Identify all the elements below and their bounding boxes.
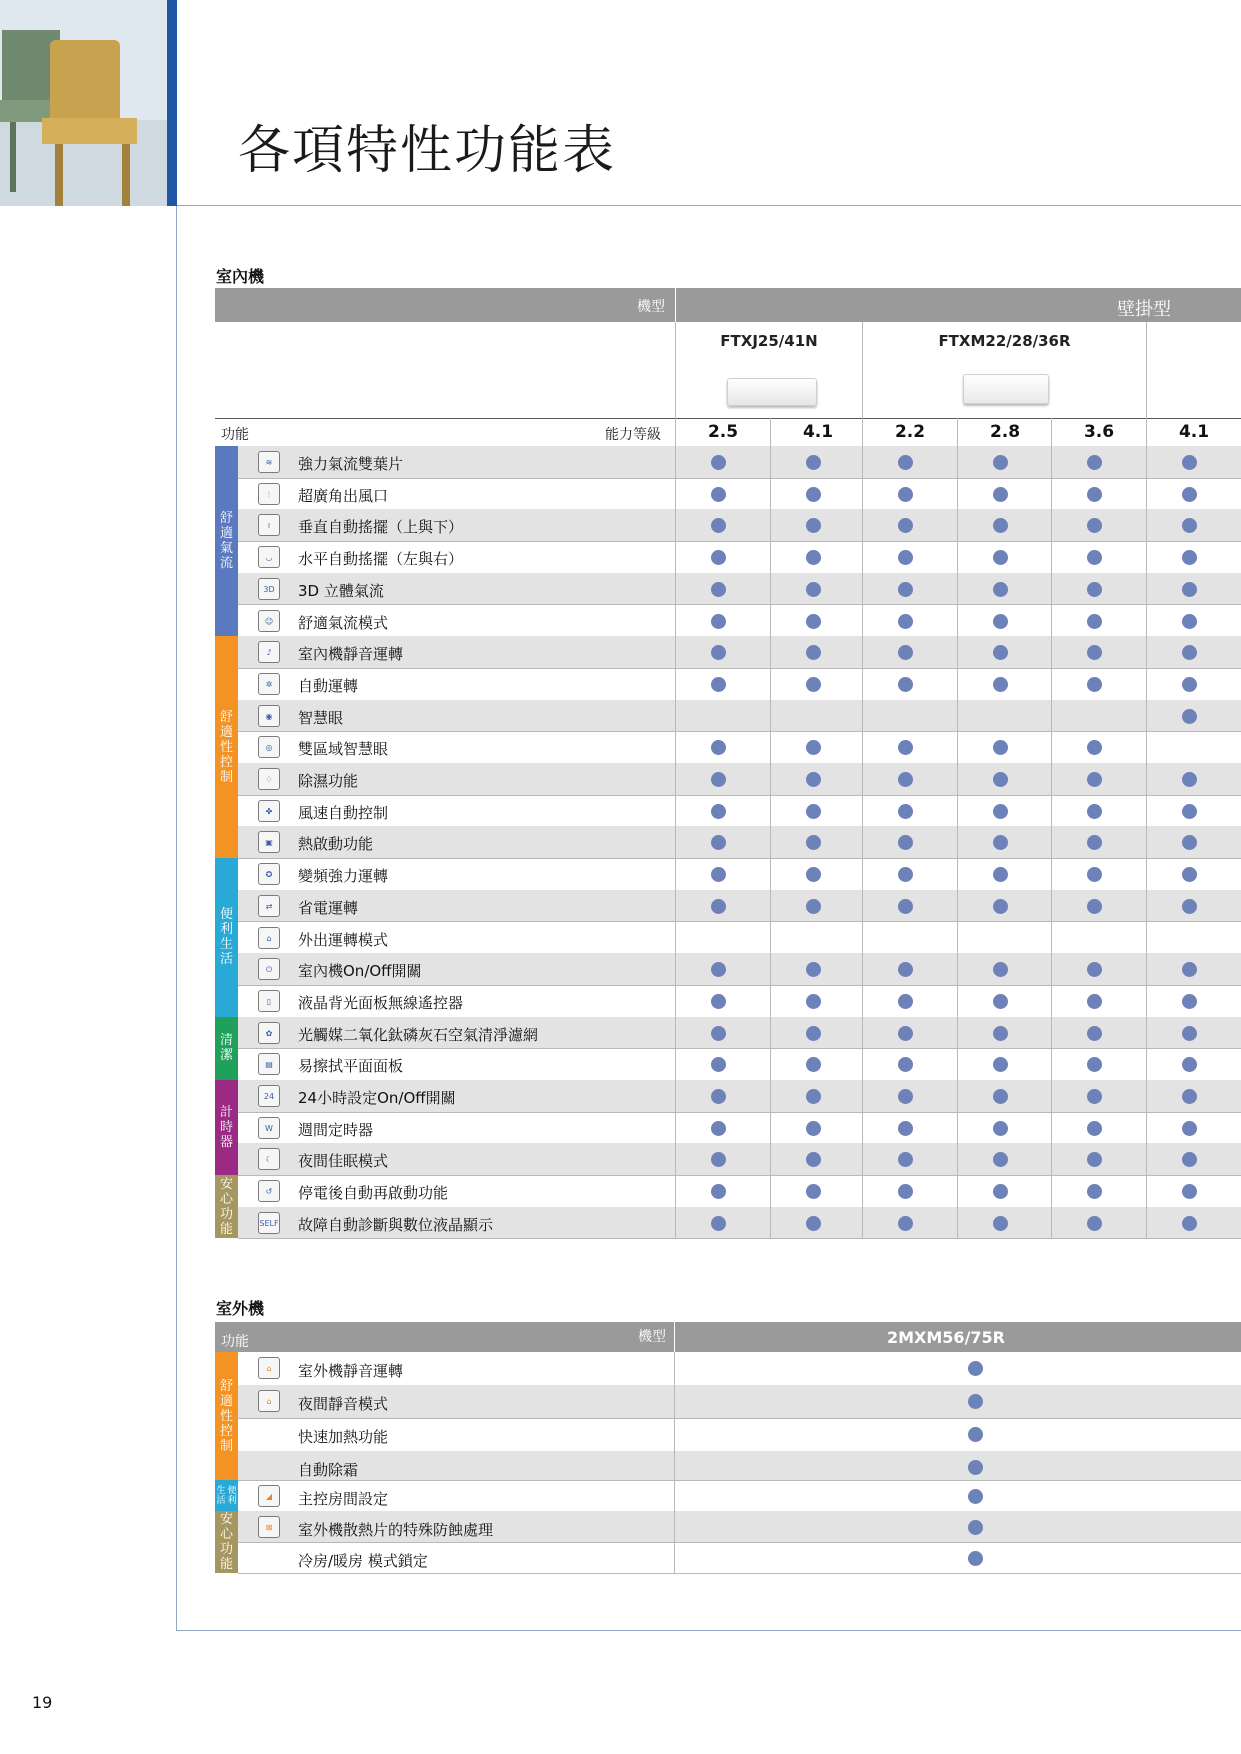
feature-dot bbox=[1182, 582, 1197, 597]
table-row bbox=[238, 1418, 1241, 1452]
feature-dot bbox=[898, 1026, 913, 1041]
feature-dot bbox=[1087, 677, 1102, 692]
table-row bbox=[238, 1385, 1241, 1419]
feature-name: 超廣角出風口 bbox=[298, 486, 389, 505]
feature-name: 冷房/暖房 模式鎖定 bbox=[298, 1552, 428, 1570]
table-row bbox=[238, 922, 1241, 955]
feature-dot bbox=[993, 804, 1008, 819]
capacity-value: 4.1 bbox=[802, 422, 834, 442]
feature-dot bbox=[1182, 677, 1197, 692]
feature-dot bbox=[993, 1216, 1008, 1231]
feature-name: 自動除霜 bbox=[298, 1461, 359, 1479]
feature-dot bbox=[1087, 487, 1102, 502]
horizontal-swing-icon: ◡ bbox=[258, 546, 280, 568]
feature-name: 變頻強力運轉 bbox=[298, 867, 389, 886]
ftxj-unit-image bbox=[727, 378, 817, 406]
feature-dot bbox=[968, 1460, 983, 1475]
feature-dot bbox=[898, 550, 913, 565]
feature-dot bbox=[806, 1089, 821, 1104]
feature-dot bbox=[806, 677, 821, 692]
feature-name: 主控房間設定 bbox=[298, 1490, 389, 1508]
intelligent-eye-icon: ◉ bbox=[258, 705, 280, 727]
feature-dot bbox=[1087, 899, 1102, 914]
remote-control-icon: ▯ bbox=[258, 990, 280, 1012]
feature-dot bbox=[1087, 772, 1102, 787]
feature-name: 故障自動診斷與數位液晶顯示 bbox=[298, 1215, 494, 1234]
feature-dot bbox=[898, 1216, 913, 1231]
two-area-eye-icon: ◎ bbox=[258, 736, 280, 758]
indoor-model-label: 機型 bbox=[637, 299, 665, 315]
feature-name: 垂直自動搖擺（上與下） bbox=[298, 518, 464, 537]
col-sep bbox=[1146, 418, 1147, 446]
page-title: 各項特性功能表 bbox=[238, 121, 617, 181]
feature-dot bbox=[711, 1026, 726, 1041]
capacity-value: 2.2 bbox=[894, 422, 926, 442]
feature-dot bbox=[806, 867, 821, 882]
indoor-switch-icon: ⏻ bbox=[258, 958, 280, 980]
filter-icon: ✿ bbox=[258, 1022, 280, 1044]
feature-dot bbox=[993, 1089, 1008, 1104]
chairs-illustration bbox=[0, 0, 167, 206]
feature-dot bbox=[1182, 804, 1197, 819]
feature-dot bbox=[898, 614, 913, 629]
night-quiet-icon: ⌂ bbox=[258, 1390, 280, 1412]
feature-name: 舒適氣流模式 bbox=[298, 613, 389, 632]
col-sep bbox=[675, 418, 676, 446]
home-leave-icon: ⌂ bbox=[258, 927, 280, 949]
feature-dot bbox=[711, 899, 726, 914]
feature-dot bbox=[898, 899, 913, 914]
bottom-rule bbox=[176, 1630, 1241, 1631]
feature-dot bbox=[898, 772, 913, 787]
auto-operation-icon: ✲ bbox=[258, 673, 280, 695]
feature-dot bbox=[711, 455, 726, 470]
feature-dot bbox=[806, 1216, 821, 1231]
feature-dot bbox=[711, 1216, 726, 1231]
feature-dot bbox=[993, 867, 1008, 882]
night-mode-icon: ☾ bbox=[258, 1148, 280, 1170]
auto-fan-icon: ✤ bbox=[258, 800, 280, 822]
feature-dot bbox=[968, 1427, 983, 1442]
col-sep bbox=[862, 446, 863, 1239]
feature-dot bbox=[1182, 1089, 1197, 1104]
model-ftxm: FTXM22/28/36R bbox=[938, 332, 1071, 350]
econo-icon: ⇄ bbox=[258, 895, 280, 917]
feature-dot bbox=[711, 804, 726, 819]
feature-name: 3D 立體氣流 bbox=[298, 581, 384, 600]
table-row bbox=[238, 1451, 1241, 1481]
feature-dot bbox=[898, 1121, 913, 1136]
indoor-model-header bbox=[215, 288, 675, 322]
dry-icon: ♢ bbox=[258, 768, 280, 790]
feature-name: 雙區域智慧眼 bbox=[298, 740, 389, 759]
feature-dot bbox=[968, 1520, 983, 1535]
feature-dot bbox=[968, 1361, 983, 1376]
feature-name: 夜間靜音模式 bbox=[298, 1395, 389, 1413]
feature-dot bbox=[993, 614, 1008, 629]
feature-dot bbox=[1087, 994, 1102, 1009]
feature-dot bbox=[1182, 1121, 1197, 1136]
feature-dot bbox=[711, 487, 726, 502]
feature-dot bbox=[1087, 1216, 1102, 1231]
col-sep bbox=[770, 418, 771, 446]
func-label: 功能 bbox=[221, 427, 249, 443]
col-sep bbox=[1146, 322, 1147, 418]
weekly-timer-icon: W bbox=[258, 1117, 280, 1139]
col-sep bbox=[674, 1352, 675, 1573]
feature-name: 強力氣流雙葉片 bbox=[298, 455, 404, 473]
feature-name: 週間定時器 bbox=[298, 1120, 374, 1139]
comfort-airflow-icon: ☺ bbox=[258, 610, 280, 632]
feature-dot bbox=[1087, 582, 1102, 597]
header-photo bbox=[0, 0, 167, 206]
category-label: 便 利 生 活 bbox=[219, 907, 233, 968]
wall-type-label: 壁掛型 bbox=[1117, 299, 1171, 320]
feature-name: 光觸媒二氧化鈦磷灰石空氣清淨濾網 bbox=[298, 1025, 539, 1044]
feature-name: 外出運轉模式 bbox=[298, 930, 389, 949]
feature-name: 易擦拭平面面板 bbox=[298, 1057, 404, 1076]
col-sep bbox=[957, 418, 958, 446]
category-label: 安 心 功 能 bbox=[219, 1512, 233, 1572]
feature-dot bbox=[993, 1184, 1008, 1199]
feature-dot bbox=[993, 994, 1008, 1009]
model-ftxj: FTXJ25/41N bbox=[720, 332, 818, 350]
feature-dot bbox=[711, 1184, 726, 1199]
feature-dot bbox=[1182, 709, 1197, 724]
feature-dot bbox=[1182, 1216, 1197, 1231]
indoor-section-title: 室內機 bbox=[216, 267, 265, 286]
table-row bbox=[238, 700, 1241, 733]
feature-dot bbox=[968, 1489, 983, 1504]
feature-dot bbox=[993, 582, 1008, 597]
quiet-outdoor-icon: ⌂ bbox=[258, 1357, 280, 1379]
feature-dot bbox=[806, 994, 821, 1009]
feature-dot bbox=[1182, 994, 1197, 1009]
feature-dot bbox=[898, 1184, 913, 1199]
wall-type-header bbox=[676, 288, 1241, 322]
header-rule bbox=[177, 205, 1241, 206]
feature-dot bbox=[898, 867, 913, 882]
feature-dot bbox=[1182, 899, 1197, 914]
feature-name: 液晶背光面板無線遙控器 bbox=[298, 993, 464, 1012]
feature-dot bbox=[806, 1184, 821, 1199]
accent-band bbox=[167, 0, 177, 206]
feature-dot bbox=[1087, 614, 1102, 629]
outdoor-header-right bbox=[675, 1322, 1241, 1352]
anticorrosion-icon: ⊠ bbox=[258, 1516, 280, 1538]
feature-dot bbox=[1182, 1184, 1197, 1199]
feature-dot bbox=[993, 487, 1008, 502]
feature-dot bbox=[993, 550, 1008, 565]
feature-dot bbox=[806, 899, 821, 914]
feature-dot bbox=[711, 772, 726, 787]
category-label: 生 活便 利 bbox=[216, 1486, 237, 1506]
category-label: 計 時 器 bbox=[219, 1105, 233, 1151]
feature-dot bbox=[1087, 550, 1102, 565]
feature-dot bbox=[711, 994, 726, 1009]
category-label: 舒 適 性 控 制 bbox=[219, 709, 233, 785]
feature-name: 省電運轉 bbox=[298, 898, 359, 917]
capacity-value: 2.8 bbox=[989, 422, 1021, 442]
feature-dot bbox=[711, 550, 726, 565]
category-label: 舒 適 性 控 制 bbox=[219, 1378, 233, 1454]
feature-dot bbox=[806, 772, 821, 787]
feature-dot bbox=[711, 614, 726, 629]
col-sep bbox=[957, 446, 958, 1239]
col-sep bbox=[1051, 446, 1052, 1239]
feature-dot bbox=[898, 677, 913, 692]
category-label: 清 潔 bbox=[219, 1033, 233, 1064]
col-sep bbox=[675, 446, 676, 1239]
outdoor-header-left bbox=[215, 1322, 674, 1352]
feature-dot bbox=[1182, 1026, 1197, 1041]
feature-dot bbox=[1087, 804, 1102, 819]
power-dual-icon: ≋ bbox=[258, 451, 280, 473]
feature-dot bbox=[1182, 487, 1197, 502]
capacity-value: 2.5 bbox=[707, 422, 739, 442]
hot-start-icon: ▣ bbox=[258, 831, 280, 853]
feature-name: 室內機靜音運轉 bbox=[298, 645, 404, 664]
feature-dot bbox=[898, 582, 913, 597]
outdoor-func-label: 功能 bbox=[221, 1334, 249, 1350]
outdoor-model: 2MXM56/75R bbox=[886, 1328, 1005, 1347]
feature-name: 24小時設定On/Off開關 bbox=[298, 1089, 456, 1107]
feature-dot bbox=[993, 1121, 1008, 1136]
outdoor-section-title: 室外機 bbox=[216, 1299, 265, 1318]
feature-name: 室內機On/Off開關 bbox=[298, 962, 422, 981]
feature-dot bbox=[1182, 550, 1197, 565]
feature-dot bbox=[898, 487, 913, 502]
table-row bbox=[238, 1480, 1241, 1512]
feature-dot bbox=[1182, 455, 1197, 470]
feature-name: 室外機靜音運轉 bbox=[298, 1362, 404, 1380]
category-label: 安 心 功 能 bbox=[219, 1176, 233, 1237]
feature-dot bbox=[993, 1026, 1008, 1041]
feature-dot bbox=[711, 677, 726, 692]
feature-dot bbox=[806, 550, 821, 565]
self-diagnosis-icon: SELF bbox=[258, 1212, 280, 1234]
feature-dot bbox=[711, 1089, 726, 1104]
vertical-swing-icon: ≀ bbox=[258, 514, 280, 536]
category-label: 舒 適 氣 流 bbox=[219, 511, 233, 572]
priority-room-icon: ◢ bbox=[258, 1485, 280, 1507]
feature-dot bbox=[1087, 1026, 1102, 1041]
feature-dot bbox=[1087, 455, 1102, 470]
col-sep bbox=[862, 418, 863, 446]
feature-dot bbox=[711, 582, 726, 597]
feature-dot bbox=[711, 867, 726, 882]
inverter-powerful-icon: ✪ bbox=[258, 863, 280, 885]
quiet-indoor-icon: ♪ bbox=[258, 641, 280, 663]
outdoor-model-label: 機型 bbox=[638, 1329, 666, 1345]
feature-dot bbox=[806, 614, 821, 629]
feature-name: 水平自動搖擺（左與右） bbox=[298, 550, 464, 569]
feature-name: 自動運轉 bbox=[298, 676, 359, 695]
auto-restart-icon: ↺ bbox=[258, 1180, 280, 1202]
ftxm-unit-image bbox=[963, 374, 1049, 404]
flat-panel-icon: ▤ bbox=[258, 1053, 280, 1075]
col-sep bbox=[1146, 446, 1147, 1239]
feature-dot bbox=[806, 487, 821, 502]
feature-dot bbox=[806, 455, 821, 470]
feature-dot bbox=[993, 677, 1008, 692]
feature-dot bbox=[898, 804, 913, 819]
feature-dot bbox=[806, 1026, 821, 1041]
3d-airflow-icon: 3D bbox=[258, 578, 280, 600]
feature-dot bbox=[806, 582, 821, 597]
feature-dot bbox=[968, 1394, 983, 1409]
feature-name: 智慧眼 bbox=[298, 708, 344, 727]
col-sep bbox=[770, 446, 771, 1239]
feature-dot bbox=[898, 994, 913, 1009]
feature-dot bbox=[993, 899, 1008, 914]
feature-dot bbox=[1182, 614, 1197, 629]
feature-name: 快速加熱功能 bbox=[298, 1428, 389, 1446]
feature-name: 室外機散熱片的特殊防蝕處理 bbox=[298, 1521, 494, 1539]
feature-dot bbox=[806, 1121, 821, 1136]
feature-name: 停電後自動再啟動功能 bbox=[298, 1184, 449, 1203]
24h-timer-icon: 24 bbox=[258, 1085, 280, 1107]
feature-dot bbox=[993, 455, 1008, 470]
feature-name: 除濕功能 bbox=[298, 772, 359, 790]
feature-dot bbox=[806, 804, 821, 819]
feature-dot bbox=[898, 1089, 913, 1104]
feature-name: 夜間佳眠模式 bbox=[298, 1152, 389, 1171]
feature-dot bbox=[1182, 772, 1197, 787]
capacity-label: 能力等級 bbox=[605, 427, 661, 443]
feature-dot bbox=[1087, 1121, 1102, 1136]
capacity-value: 3.6 bbox=[1083, 422, 1115, 442]
feature-dot bbox=[898, 455, 913, 470]
feature-dot bbox=[1182, 867, 1197, 882]
feature-name: 風速自動控制 bbox=[298, 803, 389, 822]
feature-dot bbox=[1087, 1089, 1102, 1104]
feature-name: 熱啟動功能 bbox=[298, 835, 374, 854]
feature-dot bbox=[1087, 1184, 1102, 1199]
left-rule bbox=[176, 206, 177, 1630]
feature-dot bbox=[968, 1551, 983, 1566]
page-number: 19 bbox=[32, 1693, 53, 1712]
feature-dot bbox=[1087, 867, 1102, 882]
wide-angle-icon: ⦙ bbox=[258, 483, 280, 505]
feature-dot bbox=[711, 1121, 726, 1136]
capacity-value: 4.1 bbox=[1178, 422, 1210, 442]
col-sep bbox=[1051, 418, 1052, 446]
feature-dot bbox=[993, 772, 1008, 787]
